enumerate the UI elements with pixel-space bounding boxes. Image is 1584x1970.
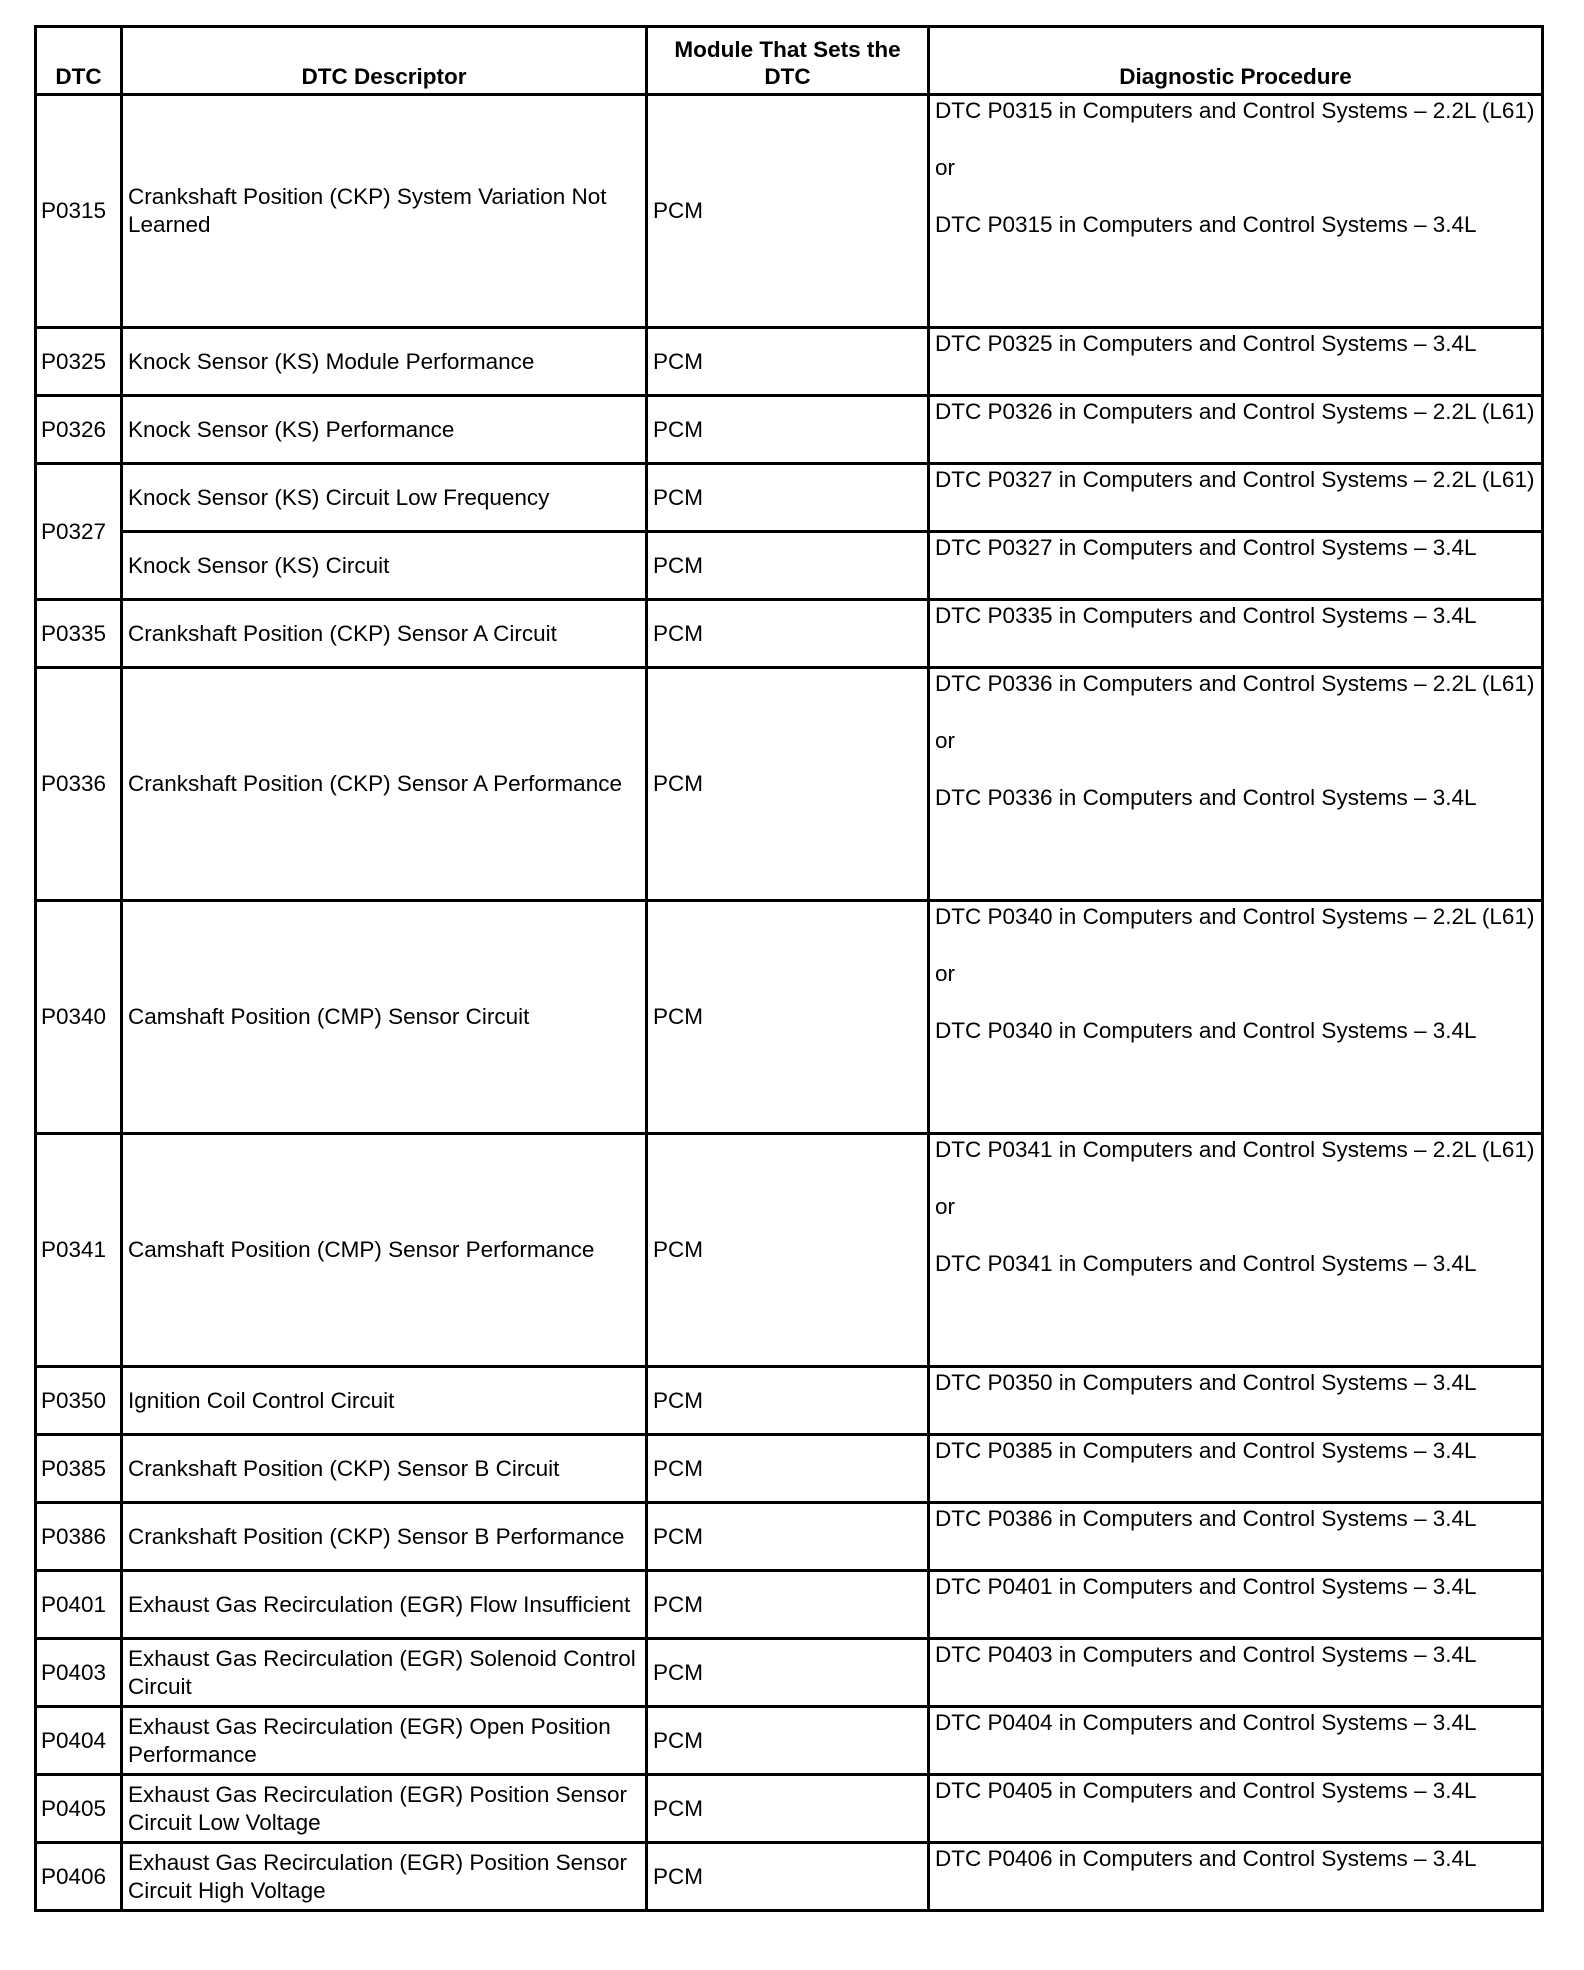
dtc-descriptor-cell: Crankshaft Position (CKP) Sensor B Performance: [122, 1503, 647, 1571]
dtc-code-cell: P0406: [36, 1843, 122, 1911]
or-label: or: [935, 155, 956, 180]
dtc-descriptor-cell: Knock Sensor (KS) Module Performance: [122, 328, 647, 396]
module-cell: PCM: [647, 95, 929, 328]
module-cell: PCM: [647, 1435, 929, 1503]
table-body: [36, 95, 1543, 1911]
procedure-link[interactable]: DTC P0327 in Computers and Control Systems – 3.4L: [935, 535, 1477, 560]
procedure-link[interactable]: DTC P0403 in Computers and Control Systems – 3.4L: [935, 1642, 1477, 1667]
diagnostic-procedure-cell: [929, 600, 1543, 668]
module-cell: PCM: [647, 1134, 929, 1367]
table-row: [36, 1435, 1543, 1503]
procedure-link[interactable]: DTC P0386 in Computers and Control Systems – 3.4L: [935, 1506, 1477, 1531]
dtc-descriptor-cell: Crankshaft Position (CKP) Sensor B Circuit: [122, 1435, 647, 1503]
diagnostic-procedure-cell: [929, 1843, 1543, 1911]
diagnostic-procedure-cell: [929, 1707, 1543, 1775]
module-cell: PCM: [647, 464, 929, 532]
dtc-code-cell: P0385: [36, 1435, 122, 1503]
table-row: [36, 600, 1543, 668]
dtc-code-cell: P0327: [36, 464, 122, 600]
procedure-link[interactable]: DTC P0336 in Computers and Control Systems – 3.4L: [935, 785, 1477, 810]
dtc-code-cell: P0336: [36, 668, 122, 901]
dtc-descriptor-cell: Crankshaft Position (CKP) Sensor A Performance: [122, 668, 647, 901]
dtc-code-cell: P0325: [36, 328, 122, 396]
dtc-code-cell: P0335: [36, 600, 122, 668]
table-row: [36, 464, 1543, 532]
module-cell: PCM: [647, 1571, 929, 1639]
table-row: [36, 1775, 1543, 1843]
or-label: or: [935, 1194, 956, 1219]
dtc-code-cell: P0404: [36, 1707, 122, 1775]
dtc-code-cell: P0405: [36, 1775, 122, 1843]
procedure-link[interactable]: DTC P0326 in Computers and Control Systems – 2.2L (L61): [935, 399, 1535, 424]
table-row: [36, 1503, 1543, 1571]
procedure-link[interactable]: DTC P0405 in Computers and Control Systems – 3.4L: [935, 1778, 1477, 1803]
diagnostic-procedure-cell: [929, 1571, 1543, 1639]
diagnostic-procedure-cell: [929, 1503, 1543, 1571]
procedure-link[interactable]: DTC P0340 in Computers and Control Systems – 3.4L: [935, 1018, 1477, 1043]
procedure-link[interactable]: DTC P0336 in Computers and Control Systems – 2.2L (L61): [935, 671, 1535, 696]
procedure-link[interactable]: DTC P0401 in Computers and Control Systems – 3.4L: [935, 1574, 1477, 1599]
module-cell: PCM: [647, 668, 929, 901]
module-cell: PCM: [647, 901, 929, 1134]
module-cell: PCM: [647, 1639, 929, 1707]
header-procedure: Diagnostic Procedure: [929, 27, 1543, 95]
diagnostic-procedure-cell: [929, 396, 1543, 464]
diagnostic-procedure-cell: [929, 328, 1543, 396]
module-cell: PCM: [647, 1503, 929, 1571]
dtc-code-cell: P0401: [36, 1571, 122, 1639]
dtc-descriptor-cell: Exhaust Gas Recirculation (EGR) Open Position Performance: [122, 1707, 647, 1775]
diagnostic-procedure-cell: [929, 1775, 1543, 1843]
module-cell: PCM: [647, 1707, 929, 1775]
dtc-code-cell: P0403: [36, 1639, 122, 1707]
module-cell: PCM: [647, 600, 929, 668]
table-row: [36, 1571, 1543, 1639]
table-row: [36, 1639, 1543, 1707]
diagnostic-procedure-cell: [929, 1639, 1543, 1707]
module-cell: PCM: [647, 532, 929, 600]
diagnostic-procedure-cell: [929, 532, 1543, 600]
table-row: [36, 1134, 1543, 1367]
table-row: [36, 1707, 1543, 1775]
header-dtc: DTC: [36, 27, 122, 95]
diagnostic-procedure-cell: [929, 1134, 1543, 1367]
dtc-descriptor-cell: Exhaust Gas Recirculation (EGR) Solenoid Control Circuit: [122, 1639, 647, 1707]
dtc-code-cell: P0386: [36, 1503, 122, 1571]
diagnostic-procedure-cell: [929, 1367, 1543, 1435]
dtc-descriptor-cell: Knock Sensor (KS) Circuit Low Frequency: [122, 464, 647, 532]
diagnostic-procedure-cell: [929, 1435, 1543, 1503]
dtc-descriptor-cell: Knock Sensor (KS) Circuit: [122, 532, 647, 600]
dtc-descriptor-cell: Ignition Coil Control Circuit: [122, 1367, 647, 1435]
dtc-descriptor-cell: Exhaust Gas Recirculation (EGR) Position Sensor Circuit Low Voltage: [122, 1775, 647, 1843]
diagnostic-procedure-cell: [929, 95, 1543, 328]
procedure-link[interactable]: DTC P0315 in Computers and Control Systems – 2.2L (L61): [935, 98, 1535, 123]
procedure-link[interactable]: DTC P0315 in Computers and Control Systems – 3.4L: [935, 212, 1477, 237]
dtc-code-cell: P0350: [36, 1367, 122, 1435]
diagnostic-procedure-cell: [929, 901, 1543, 1134]
table-row: [36, 1367, 1543, 1435]
dtc-code-cell: P0340: [36, 901, 122, 1134]
module-cell: PCM: [647, 396, 929, 464]
table-row: [36, 668, 1543, 901]
header-row: [36, 27, 1543, 95]
procedure-link[interactable]: DTC P0385 in Computers and Control Systems – 3.4L: [935, 1438, 1477, 1463]
table-row: [36, 95, 1543, 328]
dtc-code-cell: P0315: [36, 95, 122, 328]
procedure-link[interactable]: DTC P0404 in Computers and Control Systems – 3.4L: [935, 1710, 1477, 1735]
table-row: [36, 328, 1543, 396]
procedure-link[interactable]: DTC P0341 in Computers and Control Systems – 3.4L: [935, 1251, 1477, 1276]
procedure-link[interactable]: DTC P0406 in Computers and Control Systems – 3.4L: [935, 1846, 1477, 1871]
table-row: [36, 396, 1543, 464]
procedure-link[interactable]: DTC P0340 in Computers and Control Systems – 2.2L (L61): [935, 904, 1535, 929]
dtc-descriptor-cell: Camshaft Position (CMP) Sensor Performance: [122, 1134, 647, 1367]
procedure-link[interactable]: DTC P0327 in Computers and Control Systems – 2.2L (L61): [935, 467, 1535, 492]
dtc-descriptor-cell: Exhaust Gas Recirculation (EGR) Flow Insufficient: [122, 1571, 647, 1639]
table-row: [36, 901, 1543, 1134]
module-cell: PCM: [647, 328, 929, 396]
or-label: or: [935, 961, 956, 986]
procedure-link[interactable]: DTC P0341 in Computers and Control Systems – 2.2L (L61): [935, 1137, 1535, 1162]
dtc-code-cell: P0326: [36, 396, 122, 464]
module-cell: PCM: [647, 1367, 929, 1435]
header-module: Module That Sets the DTC: [647, 27, 929, 95]
table-row: [36, 1843, 1543, 1911]
dtc-descriptor-cell: Crankshaft Position (CKP) Sensor A Circuit: [122, 600, 647, 668]
module-cell: PCM: [647, 1775, 929, 1843]
module-cell: PCM: [647, 1843, 929, 1911]
dtc-descriptor-cell: Knock Sensor (KS) Performance: [122, 396, 647, 464]
dtc-descriptor-cell: Camshaft Position (CMP) Sensor Circuit: [122, 901, 647, 1134]
dtc-descriptor-cell: Exhaust Gas Recirculation (EGR) Position Sensor Circuit High Voltage: [122, 1843, 647, 1911]
header-descriptor: DTC Descriptor: [122, 27, 647, 95]
dtc-table: [34, 25, 1544, 1912]
diagnostic-procedure-cell: [929, 464, 1543, 532]
dtc-descriptor-cell: Crankshaft Position (CKP) System Variation Not Learned: [122, 95, 647, 328]
procedure-link[interactable]: DTC P0325 in Computers and Control Systems – 3.4L: [935, 331, 1477, 356]
procedure-link[interactable]: DTC P0350 in Computers and Control Systems – 3.4L: [935, 1370, 1477, 1395]
diagnostic-procedure-cell: [929, 668, 1543, 901]
procedure-link[interactable]: DTC P0335 in Computers and Control Systems – 3.4L: [935, 603, 1477, 628]
or-label: or: [935, 728, 956, 753]
dtc-code-cell: P0341: [36, 1134, 122, 1367]
table-row: [36, 532, 1543, 600]
